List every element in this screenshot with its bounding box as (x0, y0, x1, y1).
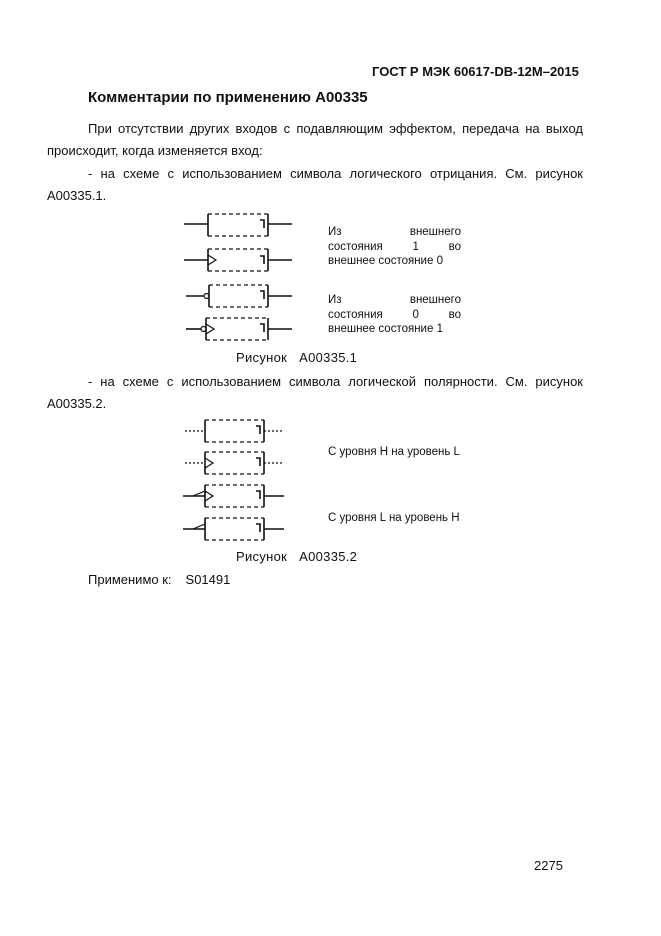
fig1-element-3 (186, 285, 292, 307)
page-number: 2275 (534, 858, 563, 873)
fig2-element-1 (185, 420, 284, 442)
applicable-label: Применимо к: (88, 572, 172, 587)
fig1-desc-bottom-word: Из (328, 294, 342, 306)
fig1-desc-bottom (328, 293, 461, 337)
item1-line-1: - на схеме с использованием символа логического отрицания. См. рисунок (88, 166, 583, 181)
figure2-caption (236, 549, 357, 564)
fig2-element-2 (185, 452, 284, 474)
caption-id: А00335.1 (299, 350, 358, 365)
document-header: ГОСТ Р МЭК 60617-DB-12M–2015 (372, 64, 579, 79)
fig1-element-2 (184, 249, 292, 271)
fig1-desc-top (328, 225, 461, 269)
fig1-desc-top-line: внешнее состояние 0 (328, 255, 443, 267)
fig1-desc-bottom-word: 0 (412, 308, 419, 321)
caption-word: Рисунок (236, 549, 288, 564)
fig1-desc-bottom-word: состояния (328, 308, 383, 321)
fig1-desc-top-word: 1 (412, 240, 419, 253)
intro-line-2: происходит, когда изменяется вход: (47, 143, 263, 158)
fig1-element-1 (184, 214, 292, 236)
applicable-ref: S01491 (185, 572, 231, 587)
fig1-desc-top-word: внешнего (409, 226, 461, 238)
section-title: Комментарии по применению А00335 (88, 89, 368, 106)
fig1-desc-top-word: во (448, 240, 461, 253)
fig1-desc-bottom-word: во (448, 308, 461, 321)
fig2-element-4 (183, 518, 284, 540)
fig1-desc-top-word: состояния (328, 240, 383, 253)
item1-line-2: А00335.1. (47, 188, 107, 203)
caption-id: А00335.2 (299, 549, 358, 564)
caption-word: Рисунок (236, 350, 288, 365)
intro-line-1: При отсутствии других входов с подавляющим эффектом, передача на выход (88, 121, 583, 136)
fig2-desc-bottom: С уровня L на уровень Н (328, 512, 460, 524)
fig1-desc-top-word: Из (328, 226, 342, 238)
figure2-diagram (180, 412, 290, 547)
fig1-desc-bottom-word: внешнего (409, 294, 461, 306)
fig2-desc-top: С уровня Н на уровень L (328, 446, 460, 458)
fig1-desc-bottom-line: внешнее состояние 1 (328, 323, 443, 335)
item2-line-2: А00335.2. (47, 396, 107, 411)
fig1-element-4 (186, 318, 292, 340)
applicable-to (88, 569, 230, 591)
fig2-element-3 (183, 485, 284, 507)
figure1-diagram (180, 205, 300, 345)
figure1-caption (236, 350, 357, 365)
item2-line-1: - на схеме с использованием символа логической полярности. См. рисунок (88, 374, 583, 389)
